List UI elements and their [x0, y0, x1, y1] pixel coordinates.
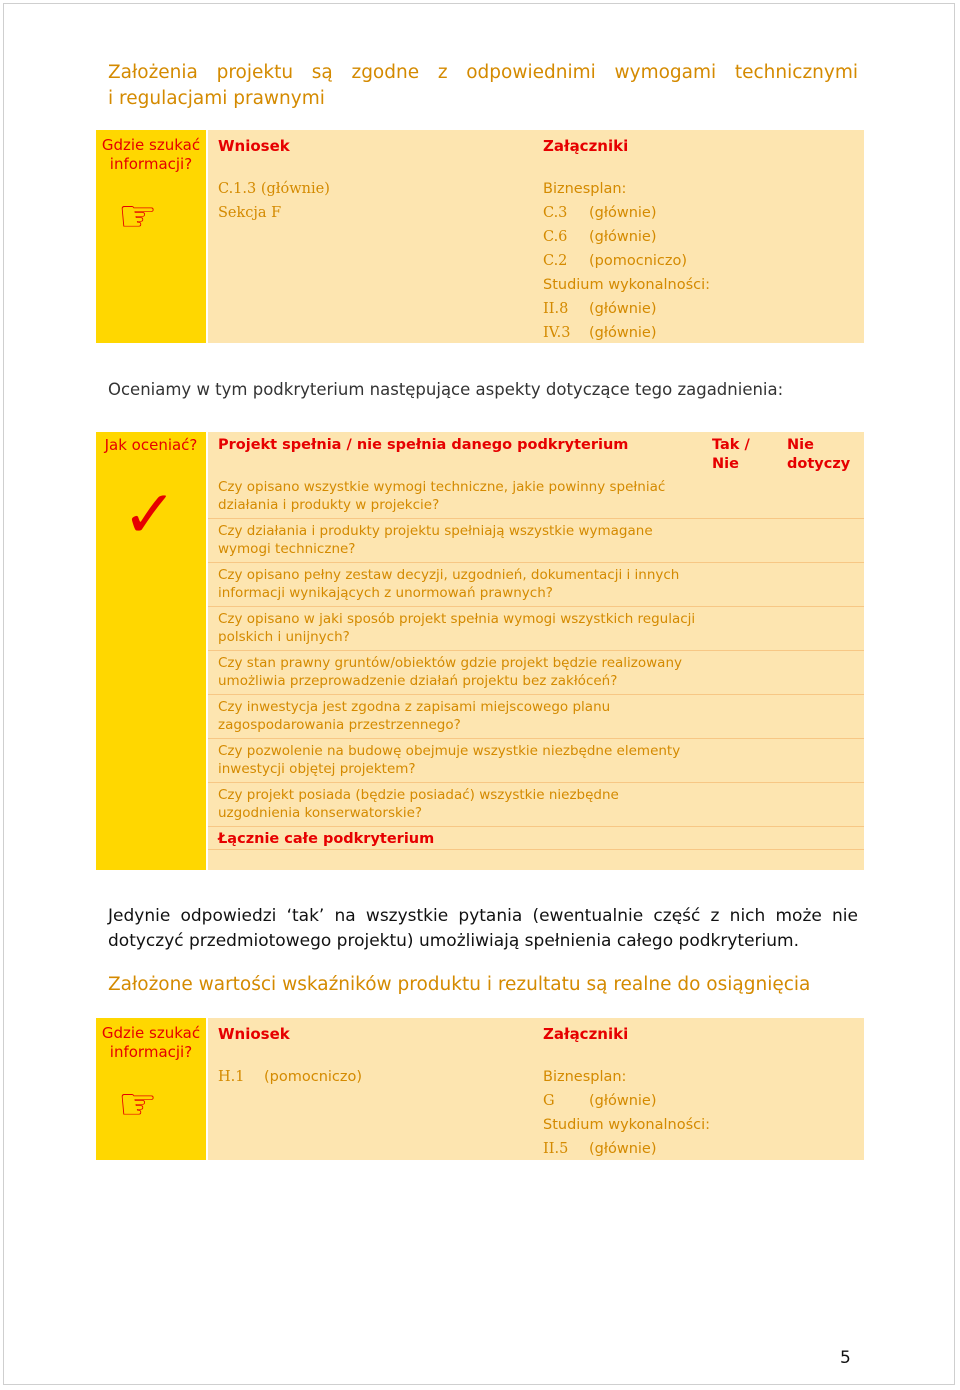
assessment-intro: Oceniamy w tym podkryterium następujące aspekty dotyczące tego zagadnienia: [108, 380, 784, 399]
zalacznik-item: II.8 (głównie) [543, 301, 657, 317]
assessment-side-label: Jak oceniać? [104, 436, 198, 454]
assessment-table [208, 432, 864, 870]
zalacznik-item: C.6 (głównie) [543, 229, 657, 245]
question-text: Czy stan prawny gruntów/obiektów gdzie projekt będzie realizowany umożliwia przeprowadzenie działań projektu bez zakłóceń? [218, 655, 683, 689]
wniosek-list [218, 177, 330, 225]
zalacznik-item: Studium wykonalności: [543, 1117, 711, 1133]
closing-paragraph [108, 904, 858, 954]
question-row [208, 739, 864, 783]
zalacznik-item: Biznesplan: [543, 181, 627, 197]
wniosek-item: Sekcja F [218, 205, 282, 221]
question-text: Czy inwestycja jest zgodna z zapisami miejscowego planu zagospodarowania przestrzennego? [218, 699, 611, 733]
question-text: Czy opisano pełny zestaw decyzji, uzgodnień, dokumentacji i innych informacji wynikających z unormowań prawnych? [218, 567, 680, 601]
info-panel [208, 1018, 864, 1160]
zalacznik-item: G (głównie) [543, 1093, 657, 1109]
closing-line-2: dotyczyć przedmiotowego projektu) umożliwiają spełnienia całego podkryterium. [108, 931, 799, 951]
question-row [208, 519, 864, 563]
zalacznik-item: C.2 (pomocniczo) [543, 253, 688, 269]
header-nie-dotyczy: Nie dotyczy [787, 437, 851, 472]
zalacznik-item: C.3 (głównie) [543, 205, 657, 221]
question-text: Czy działania i produkty projektu spełniają wszystkie wymagane wymogi techniczne? [218, 523, 653, 557]
zalacznik-item: Biznesplan: [543, 1069, 627, 1085]
question-row [208, 783, 864, 827]
total-row [208, 827, 864, 850]
heading-line-2: i regulacjami prawnymi [108, 88, 325, 109]
zalacznik-item: Studium wykonalności: [543, 277, 711, 293]
question-text: Czy pozwolenie na budowę obejmuje wszystkie niezbędne elementy inwestycji objętej projektem? [218, 743, 681, 777]
zalaczniki-title: Załączniki [543, 1025, 629, 1043]
question-text: Czy opisano wszystkie wymogi techniczne, jakie powinny spełniać działania i produkty w projekcie? [218, 479, 666, 513]
wniosek-list [218, 1065, 362, 1089]
header-main: Projekt spełnia / nie spełnia danego podkryterium [218, 437, 629, 453]
zalaczniki-title: Załączniki [543, 137, 629, 155]
section-heading-2: Założone wartości wskaźników produktu i rezultatu są realne do osiągnięcia [108, 974, 811, 995]
pointing-hand-icon: ☞ [118, 191, 158, 242]
wniosek-item: H.1 (pomocniczo) [218, 1069, 363, 1085]
question-row [208, 563, 864, 607]
pointing-hand-icon: ☞ [118, 1079, 158, 1130]
question-row [208, 651, 864, 695]
zalacznik-item: II.5 (głównie) [543, 1141, 657, 1157]
closing-line-1: Jedynie odpowiedzi ‘tak’ na wszystkie pytania (ewentualnie część z nich może nie [108, 906, 858, 926]
info-panel [208, 130, 864, 343]
wniosek-title: Wniosek [218, 137, 290, 155]
question-row [208, 695, 864, 739]
section-heading-1 [108, 60, 858, 112]
question-row [208, 607, 864, 651]
question-text: Czy projekt posiada (będzie posiadać) wszystkie niezbędne uzgodnienia konserwatorskie? [218, 787, 619, 821]
total-label: Łącznie całe podkryterium [218, 831, 435, 847]
page-number: 5 [840, 1348, 851, 1368]
header-tak-nie: Tak / Nie [712, 437, 750, 472]
wniosek-item: C.1.3 (głównie) [218, 181, 330, 197]
zalacznik-item: IV.3 (głównie) [543, 325, 657, 341]
wniosek-title: Wniosek [218, 1025, 290, 1043]
zalaczniki-list [543, 1065, 710, 1161]
info-side-label: Gdzie szukać informacji? [101, 1024, 201, 1061]
question-row [208, 475, 864, 519]
info-side-label: Gdzie szukać informacji? [101, 136, 201, 173]
zalaczniki-list [543, 177, 710, 345]
question-text: Czy opisano w jaki sposób projekt spełnia wymogi wszystkich regulacji polskich i unijnych? [218, 611, 696, 645]
checkmark-icon: ✓ [122, 476, 178, 553]
heading-line-1: Założenia projektu są zgodne z odpowiednimi wymogami technicznymi [108, 62, 858, 83]
